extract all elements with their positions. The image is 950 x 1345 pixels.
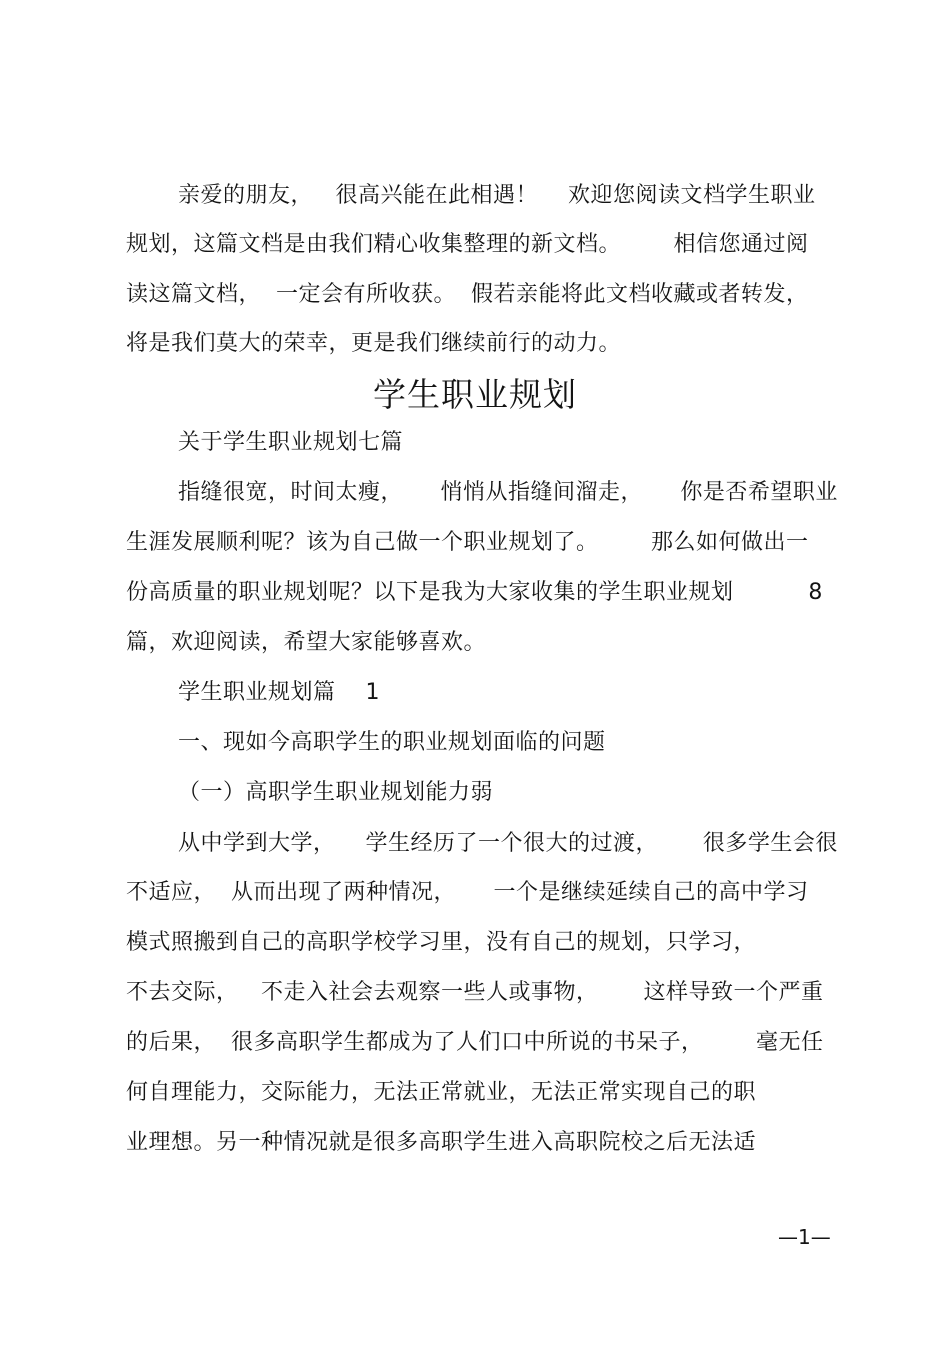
paragraph-2-line-2: 不适应， 从而出现了两种情况， 一个是继续延续自己的高中学习 <box>126 880 809 905</box>
paragraph-1-line-2: 生涯发展顺利呢？该为自己做一个职业规划了。 那么如何做出一 <box>126 530 809 555</box>
page-number: —1— <box>778 1225 831 1249</box>
heading-1: 一、现如今高职学生的职业规划面临的问题 <box>178 730 606 755</box>
paragraph-2-line-6: 何自理能力，交际能力，无法正常就业，无法正常实现自己的职 <box>126 1080 757 1105</box>
intro-line-4: 将是我们莫大的荣幸，更是我们继续前行的动力。 <box>126 331 622 356</box>
paragraph-1-line-1: 指缝很宽，时间太瘦， 悄悄从指缝间溜走， 你是否希望职业 <box>178 480 838 505</box>
paragraph-1-line-4: 篇，欢迎阅读，希望大家能够喜欢。 <box>126 630 487 655</box>
intro-line-2: 规划，这篇文档是由我们精心收集整理的新文档。 相信您通过阅 <box>126 232 809 257</box>
section-heading: 学生职业规划篇 1 <box>178 680 380 705</box>
intro-line-1: 亲爱的朋友， 很高兴能在此相遇！ 欢迎您阅读文档学生职业 <box>178 183 816 208</box>
paragraph-2-line-3: 模式照搬到自己的高职学校学习里，没有自己的规划，只学习， <box>126 930 757 955</box>
heading-2: （一）高职学生职业规划能力弱 <box>178 780 494 805</box>
paragraph-2-line-1: 从中学到大学， 学生经历了一个很大的过渡， 很多学生会很 <box>178 831 838 856</box>
document-title: 学生职业规划 <box>373 375 577 414</box>
intro-line-3: 读这篇文档， 一定会有所收获。 假若亲能将此文档收藏或者转发， <box>126 282 809 307</box>
paragraph-2-line-5: 的后果， 很多高职学生都成为了人们口中所说的书呆子， 毫无任 <box>126 1030 824 1055</box>
paragraph-2-line-4: 不去交际， 不走入社会去观察一些人或事物， 这样导致一个严重 <box>126 980 824 1005</box>
paragraph-1-line-3: 份高质量的职业规划呢？以下是我为大家收集的学生职业规划 8 <box>126 580 823 605</box>
paragraph-2-line-7: 业理想。另一种情况就是很多高职学生进入高职院校之后无法适 <box>126 1130 757 1155</box>
document-subtitle: 关于学生职业规划七篇 <box>178 430 404 455</box>
